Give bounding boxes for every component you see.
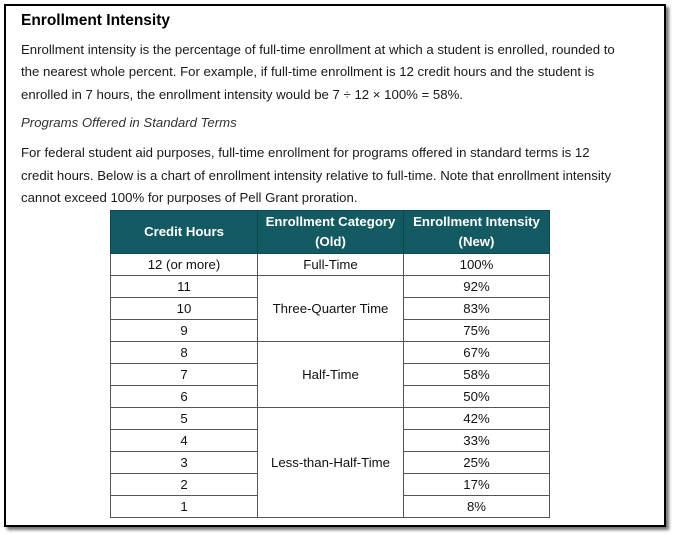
header-credit-hours <box>111 211 258 254</box>
intensity-cell: 75% <box>404 320 550 342</box>
credit-hours-cell: 8 <box>111 342 258 364</box>
header-label: Enrollment Intensity <box>413 214 540 229</box>
intensity-cell: 8% <box>404 496 550 518</box>
intro-line: enrolled in 7 hours, the enrollment intensity would be 7 ÷ 12 × 100% = 58%. <box>21 86 463 102</box>
document-frame <box>4 4 666 527</box>
intensity-cell: 58% <box>404 364 550 386</box>
credit-hours-cell: 9 <box>111 320 258 342</box>
header-enrollment-category <box>258 211 404 254</box>
intensity-cell: 50% <box>404 386 550 408</box>
credit-hours-cell: 3 <box>111 452 258 474</box>
table-row <box>111 276 550 298</box>
credit-hours-cell: 7 <box>111 364 258 386</box>
credit-hours-cell: 4 <box>111 430 258 452</box>
intensity-cell: 100% <box>404 254 550 276</box>
table-row <box>111 342 550 364</box>
header-enrollment-intensity <box>404 211 550 254</box>
body-paragraph <box>21 142 666 209</box>
intro-line: Enrollment intensity is the percentage of full-time enrollment at which a student is enrolled, rounded to <box>21 42 615 57</box>
credit-hours-cell: 6 <box>111 386 258 408</box>
intensity-cell: 17% <box>404 474 550 496</box>
credit-hours-cell: 12 (or more) <box>111 254 258 276</box>
subhead: Programs Offered in Standard Terms <box>21 115 237 131</box>
category-cell: Half-Time <box>258 342 404 408</box>
intensity-cell: 67% <box>404 342 550 364</box>
header-label: (New) <box>458 234 495 249</box>
category-cell: Less-than-Half-Time <box>258 408 404 518</box>
intensity-cell: 92% <box>404 276 550 298</box>
table-row <box>111 254 550 276</box>
document-content <box>21 12 666 209</box>
credit-hours-cell: 10 <box>111 298 258 320</box>
header-label: Enrollment Category <box>265 214 396 229</box>
body-line: cannot exceed 100% for purposes of Pell Grant proration. <box>21 190 358 206</box>
intensity-cell: 25% <box>404 452 550 474</box>
credit-hours-cell: 2 <box>111 474 258 496</box>
intro-paragraph <box>21 39 666 106</box>
table-row <box>111 408 550 430</box>
intro-line: the nearest whole percent. For example, if full-time enrollment is 12 credit hours and the student is <box>21 64 595 80</box>
category-cell: Three-Quarter Time <box>258 276 404 342</box>
header-label: Credit Hours <box>144 224 224 239</box>
body-line: For federal student aid purposes, full-time enrollment for programs offered in standard terms is 12 <box>21 145 590 161</box>
credit-hours-cell: 11 <box>111 276 258 298</box>
header-label: (Old) <box>315 234 346 249</box>
section-title: Enrollment Intensity <box>21 12 170 29</box>
credit-hours-cell: 1 <box>111 496 258 518</box>
table-header-row <box>111 211 550 254</box>
intensity-cell: 42% <box>404 408 550 430</box>
intensity-cell: 33% <box>404 430 550 452</box>
category-cell: Full-Time <box>258 254 404 276</box>
enrollment-intensity-table <box>110 210 550 518</box>
intensity-cell: 83% <box>404 298 550 320</box>
credit-hours-cell: 5 <box>111 408 258 430</box>
body-line: credit hours. Below is a chart of enrollment intensity relative to full-time. Note that enrollment intensity <box>21 167 612 183</box>
